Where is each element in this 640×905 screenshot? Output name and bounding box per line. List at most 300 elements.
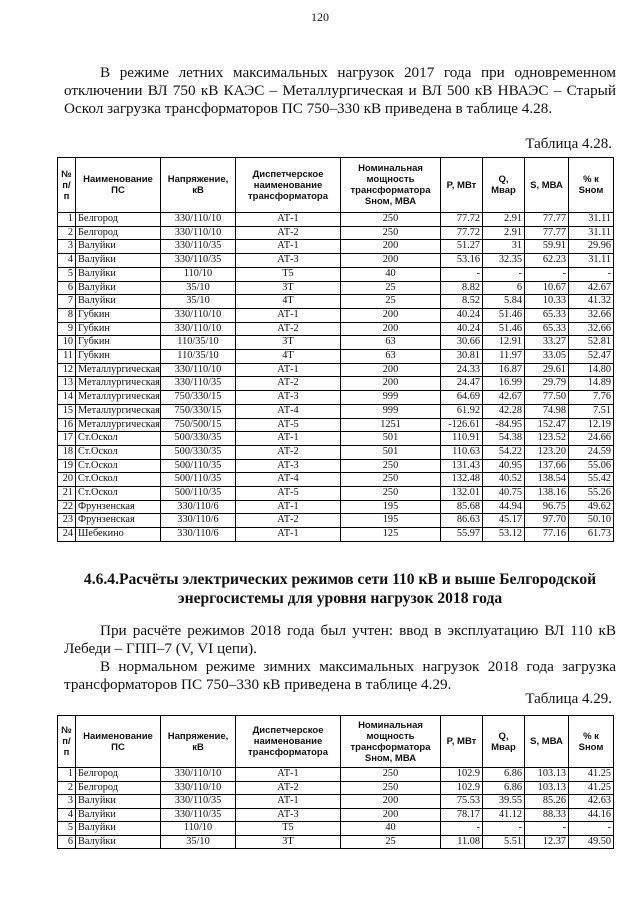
row-num-cell: 19 <box>58 459 76 473</box>
substation-name-cell: Валуйки <box>76 795 161 809</box>
dispatch-name-cell: 3Т <box>236 336 341 350</box>
row-num-cell: 11 <box>58 350 76 364</box>
apparent-power-cell: 12.37 <box>525 835 569 849</box>
voltage-cell: 500/330/35 <box>161 445 236 459</box>
dispatch-name-cell: 4Т <box>236 295 341 309</box>
table-row <box>58 295 614 309</box>
nominal-power-cell: 25 <box>341 835 441 849</box>
substation-name-cell: Металлургическая <box>76 418 161 432</box>
dispatch-name-cell: АТ-2 <box>236 781 341 795</box>
table-row <box>58 432 614 446</box>
row-num-cell: 4 <box>58 808 76 822</box>
apparent-power-cell: 123.20 <box>525 445 569 459</box>
substation-name-cell: Металлургическая <box>76 404 161 418</box>
substation-name-cell: Валуйки <box>76 808 161 822</box>
voltage-cell: 330/110/10 <box>161 781 236 795</box>
reactive-power-cell: 16.87 <box>483 363 525 377</box>
voltage-cell: 500/330/35 <box>161 432 236 446</box>
intro-paragraph: В режиме летних максимальных нагрузок 2017 года при одновременном отключении ВЛ 750 кВ КАЭС – Металлургическая и ВЛ 500 кВ НВАЭС – Старый Оскол загрузка трансформаторов ПС 750–330 кВ приведена в таблице 4.28. <box>64 64 616 117</box>
nominal-power-cell: 200 <box>341 254 441 268</box>
load-percent-cell: 31.11 <box>569 226 614 240</box>
nominal-power-cell: 1251 <box>341 418 441 432</box>
substation-name-cell: Валуйки <box>76 822 161 836</box>
section-heading: 4.6.4.Расчёты электрических режимов сети 110 кВ и выше Белгородской энергосистемы для уровня нагрузок 2018 года <box>83 571 597 607</box>
substation-name-cell: Валуйки <box>76 281 161 295</box>
row-num-cell: 2 <box>58 226 76 240</box>
voltage-cell: 330/110/10 <box>161 363 236 377</box>
substation-name-cell: Шебекино <box>76 528 161 542</box>
load-percent-cell: 55.26 <box>569 487 614 501</box>
substation-name-cell: Белгород <box>76 226 161 240</box>
table-row <box>58 795 614 809</box>
table-row <box>58 267 614 281</box>
nominal-power-cell: 200 <box>341 808 441 822</box>
row-num-cell: 21 <box>58 487 76 501</box>
nominal-power-cell: 25 <box>341 281 441 295</box>
row-num-cell: 10 <box>58 336 76 350</box>
table-4-28 <box>57 157 614 542</box>
substation-name-cell: Металлургическая <box>76 391 161 405</box>
load-percent-cell: - <box>569 267 614 281</box>
active-power-cell: -126.61 <box>441 418 483 432</box>
reactive-power-cell: 54.38 <box>483 432 525 446</box>
substation-name-cell: Губкин <box>76 308 161 322</box>
col-header-voltage: Напряжение, кВ <box>161 158 236 213</box>
reactive-power-cell: 51.46 <box>483 308 525 322</box>
load-percent-cell: 12.19 <box>569 418 614 432</box>
nominal-power-cell: 40 <box>341 822 441 836</box>
substation-name-cell: Валуйки <box>76 267 161 281</box>
reactive-power-cell: 40.95 <box>483 459 525 473</box>
voltage-cell: 330/110/10 <box>161 213 236 227</box>
table-row <box>58 459 614 473</box>
substation-name-cell: Губкин <box>76 322 161 336</box>
active-power-cell: - <box>441 822 483 836</box>
nominal-power-cell: 195 <box>341 500 441 514</box>
active-power-cell: 110.63 <box>441 445 483 459</box>
active-power-cell: 64.69 <box>441 391 483 405</box>
dispatch-name-cell: АТ-3 <box>236 254 341 268</box>
load-percent-cell: - <box>569 822 614 836</box>
nominal-power-cell: 200 <box>341 322 441 336</box>
apparent-power-cell: 103.13 <box>525 768 569 782</box>
col-header-pct: % к Sном <box>569 716 614 768</box>
apparent-power-cell: 33.05 <box>525 350 569 364</box>
paragraph-2018-normal: В нормальном режиме зимних максимальных нагрузок 2018 года загрузка трансформаторов ПС 750–330 кВ приведена в таблице 4.29. <box>64 658 616 693</box>
substation-name-cell: Ст.Оскол <box>76 459 161 473</box>
nominal-power-cell: 40 <box>341 267 441 281</box>
dispatch-name-cell: 4Т <box>236 350 341 364</box>
table-row <box>58 363 614 377</box>
apparent-power-cell: 29.61 <box>525 363 569 377</box>
substation-name-cell: Белгород <box>76 781 161 795</box>
substation-name-cell: Металлургическая <box>76 363 161 377</box>
reactive-power-cell: - <box>483 267 525 281</box>
col-header-pct: % к Sном <box>569 158 614 213</box>
row-num-cell: 22 <box>58 500 76 514</box>
table-4-29 <box>57 715 614 849</box>
substation-name-cell: Губкин <box>76 336 161 350</box>
load-percent-cell: 32.66 <box>569 308 614 322</box>
dispatch-name-cell: АТ-1 <box>236 240 341 254</box>
row-num-cell: 17 <box>58 432 76 446</box>
page-number: 120 <box>311 10 329 24</box>
dispatch-name-cell: АТ-1 <box>236 795 341 809</box>
dispatch-name-cell: Т5 <box>236 267 341 281</box>
active-power-cell: 61.92 <box>441 404 483 418</box>
voltage-cell: 500/110/35 <box>161 459 236 473</box>
active-power-cell: 30.66 <box>441 336 483 350</box>
load-percent-cell: 55.06 <box>569 459 614 473</box>
voltage-cell: 500/110/35 <box>161 473 236 487</box>
table-row <box>58 445 614 459</box>
active-power-cell: 75.53 <box>441 795 483 809</box>
substation-name-cell: Валуйки <box>76 295 161 309</box>
load-percent-cell: 29.96 <box>569 240 614 254</box>
apparent-power-cell: 10.33 <box>525 295 569 309</box>
dispatch-name-cell: АТ-1 <box>236 213 341 227</box>
col-header-name: Наименование ПС <box>76 158 161 213</box>
load-percent-cell: 42.67 <box>569 281 614 295</box>
nominal-power-cell: 63 <box>341 336 441 350</box>
dispatch-name-cell: 3Т <box>236 835 341 849</box>
reactive-power-cell: 44.94 <box>483 500 525 514</box>
load-percent-cell: 61.73 <box>569 528 614 542</box>
active-power-cell: 132.48 <box>441 473 483 487</box>
substation-name-cell: Губкин <box>76 350 161 364</box>
row-num-cell: 23 <box>58 514 76 528</box>
reactive-power-cell: 40.52 <box>483 473 525 487</box>
reactive-power-cell: 5.84 <box>483 295 525 309</box>
table-row <box>58 391 614 405</box>
apparent-power-cell: 85.26 <box>525 795 569 809</box>
col-header-nominal: Номинальная мощность трансформатора Sном, МВА <box>341 158 441 213</box>
active-power-cell: 55.97 <box>441 528 483 542</box>
voltage-cell: 35/10 <box>161 295 236 309</box>
load-percent-cell: 14.89 <box>569 377 614 391</box>
apparent-power-cell: 65.33 <box>525 322 569 336</box>
active-power-cell: 53.16 <box>441 254 483 268</box>
row-num-cell: 4 <box>58 254 76 268</box>
table-row <box>58 528 614 542</box>
load-percent-cell: 50.10 <box>569 514 614 528</box>
reactive-power-cell: 5.51 <box>483 835 525 849</box>
active-power-cell: 102.9 <box>441 768 483 782</box>
row-num-cell: 8 <box>58 308 76 322</box>
dispatch-name-cell: АТ-2 <box>236 445 341 459</box>
dispatch-name-cell: АТ-1 <box>236 308 341 322</box>
apparent-power-cell: - <box>525 822 569 836</box>
active-power-cell: 30.81 <box>441 350 483 364</box>
row-num-cell: 15 <box>58 404 76 418</box>
dispatch-name-cell: 3Т <box>236 281 341 295</box>
row-num-cell: 5 <box>58 267 76 281</box>
nominal-power-cell: 250 <box>341 768 441 782</box>
dispatch-name-cell: АТ-1 <box>236 500 341 514</box>
load-percent-cell: 32.66 <box>569 322 614 336</box>
dispatch-name-cell: АТ-5 <box>236 487 341 501</box>
col-header-q: Q, Мвар <box>483 716 525 768</box>
table-caption-4-29: Таблица 4.29. <box>525 691 612 707</box>
voltage-cell: 330/110/6 <box>161 514 236 528</box>
substation-name-cell: Ст.Оскол <box>76 487 161 501</box>
row-num-cell: 9 <box>58 322 76 336</box>
apparent-power-cell: 59.91 <box>525 240 569 254</box>
load-percent-cell: 52.47 <box>569 350 614 364</box>
apparent-power-cell: 65.33 <box>525 308 569 322</box>
voltage-cell: 330/110/35 <box>161 377 236 391</box>
apparent-power-cell: 137.66 <box>525 459 569 473</box>
load-percent-cell: 49.62 <box>569 500 614 514</box>
apparent-power-cell: 77.16 <box>525 528 569 542</box>
table-row <box>58 336 614 350</box>
reactive-power-cell: 6.86 <box>483 768 525 782</box>
col-header-s: S, МВА <box>525 716 569 768</box>
active-power-cell: 8.52 <box>441 295 483 309</box>
voltage-cell: 500/110/35 <box>161 487 236 501</box>
load-percent-cell: 31.11 <box>569 213 614 227</box>
substation-name-cell: Ст.Оскол <box>76 432 161 446</box>
nominal-power-cell: 200 <box>341 795 441 809</box>
reactive-power-cell: 6.86 <box>483 781 525 795</box>
voltage-cell: 330/110/35 <box>161 808 236 822</box>
load-percent-cell: 24.59 <box>569 445 614 459</box>
table-row <box>58 240 614 254</box>
nominal-power-cell: 63 <box>341 350 441 364</box>
substation-name-cell: Валуйки <box>76 254 161 268</box>
row-num-cell: 5 <box>58 822 76 836</box>
table-row <box>58 473 614 487</box>
dispatch-name-cell: АТ-4 <box>236 404 341 418</box>
apparent-power-cell: 138.16 <box>525 487 569 501</box>
apparent-power-cell: 10.67 <box>525 281 569 295</box>
reactive-power-cell: 42.28 <box>483 404 525 418</box>
row-num-cell: 6 <box>58 835 76 849</box>
nominal-power-cell: 250 <box>341 473 441 487</box>
dispatch-name-cell: АТ-3 <box>236 391 341 405</box>
paragraph-2018-calc: При расчёте режимов 2018 года был учтен: ввод в эксплуатацию ВЛ 110 кВ Лебеди – ГПП–7 (V, VI цепи). <box>64 622 616 657</box>
reactive-power-cell: 32.35 <box>483 254 525 268</box>
active-power-cell: 110.91 <box>441 432 483 446</box>
voltage-cell: 330/110/10 <box>161 322 236 336</box>
active-power-cell: - <box>441 267 483 281</box>
active-power-cell: 85.68 <box>441 500 483 514</box>
voltage-cell: 110/10 <box>161 822 236 836</box>
nominal-power-cell: 125 <box>341 528 441 542</box>
active-power-cell: 24.47 <box>441 377 483 391</box>
load-percent-cell: 42.63 <box>569 795 614 809</box>
active-power-cell: 8.82 <box>441 281 483 295</box>
voltage-cell: 110/35/10 <box>161 350 236 364</box>
nominal-power-cell: 200 <box>341 308 441 322</box>
dispatch-name-cell: АТ-1 <box>236 363 341 377</box>
load-percent-cell: 7.51 <box>569 404 614 418</box>
row-num-cell: 1 <box>58 768 76 782</box>
table-row <box>58 781 614 795</box>
dispatch-name-cell: АТ-5 <box>236 418 341 432</box>
nominal-power-cell: 501 <box>341 432 441 446</box>
apparent-power-cell: 74.98 <box>525 404 569 418</box>
nominal-power-cell: 200 <box>341 363 441 377</box>
active-power-cell: 40.24 <box>441 322 483 336</box>
nominal-power-cell: 200 <box>341 240 441 254</box>
dispatch-name-cell: АТ-1 <box>236 432 341 446</box>
col-header-voltage: Напряжение, кВ <box>161 716 236 768</box>
load-percent-cell: 41.32 <box>569 295 614 309</box>
reactive-power-cell: 6 <box>483 281 525 295</box>
reactive-power-cell: 54.22 <box>483 445 525 459</box>
reactive-power-cell: 11.97 <box>483 350 525 364</box>
reactive-power-cell: 31 <box>483 240 525 254</box>
substation-name-cell: Валуйки <box>76 835 161 849</box>
apparent-power-cell: 33.27 <box>525 336 569 350</box>
row-num-cell: 1 <box>58 213 76 227</box>
reactive-power-cell: 12.91 <box>483 336 525 350</box>
dispatch-name-cell: АТ-3 <box>236 459 341 473</box>
apparent-power-cell: 77.77 <box>525 213 569 227</box>
reactive-power-cell: 2.91 <box>483 226 525 240</box>
reactive-power-cell: 41.12 <box>483 808 525 822</box>
load-percent-cell: 24.66 <box>569 432 614 446</box>
voltage-cell: 330/110/10 <box>161 226 236 240</box>
active-power-cell: 102.9 <box>441 781 483 795</box>
nominal-power-cell: 200 <box>341 377 441 391</box>
load-percent-cell: 55.42 <box>569 473 614 487</box>
apparent-power-cell: - <box>525 267 569 281</box>
voltage-cell: 330/110/35 <box>161 254 236 268</box>
table-row <box>58 487 614 501</box>
reactive-power-cell: - <box>483 822 525 836</box>
col-header-name: Наименование ПС <box>76 716 161 768</box>
dispatch-name-cell: АТ-3 <box>236 808 341 822</box>
nominal-power-cell: 250 <box>341 226 441 240</box>
row-num-cell: 2 <box>58 781 76 795</box>
load-percent-cell: 31.11 <box>569 254 614 268</box>
reactive-power-cell: 42.67 <box>483 391 525 405</box>
apparent-power-cell: 103.13 <box>525 781 569 795</box>
nominal-power-cell: 999 <box>341 391 441 405</box>
dispatch-name-cell: АТ-2 <box>236 514 341 528</box>
substation-name-cell: Ст.Оскол <box>76 445 161 459</box>
voltage-cell: 330/110/35 <box>161 240 236 254</box>
substation-name-cell: Белгород <box>76 768 161 782</box>
apparent-power-cell: 123.52 <box>525 432 569 446</box>
active-power-cell: 51.27 <box>441 240 483 254</box>
dispatch-name-cell: Т5 <box>236 822 341 836</box>
nominal-power-cell: 250 <box>341 459 441 473</box>
row-num-cell: 18 <box>58 445 76 459</box>
voltage-cell: 750/330/15 <box>161 404 236 418</box>
apparent-power-cell: 77.50 <box>525 391 569 405</box>
col-header-num: № п/п <box>58 158 76 213</box>
row-num-cell: 24 <box>58 528 76 542</box>
reactive-power-cell: 51.46 <box>483 322 525 336</box>
reactive-power-cell: -84.95 <box>483 418 525 432</box>
dispatch-name-cell: АТ-1 <box>236 768 341 782</box>
dispatch-name-cell: АТ-2 <box>236 322 341 336</box>
reactive-power-cell: 16.99 <box>483 377 525 391</box>
table-row <box>58 226 614 240</box>
voltage-cell: 750/500/15 <box>161 418 236 432</box>
reactive-power-cell: 39.55 <box>483 795 525 809</box>
voltage-cell: 750/330/15 <box>161 391 236 405</box>
col-header-dispatch: Диспетчерское наименование трансформатора <box>236 716 341 768</box>
active-power-cell: 77.72 <box>441 226 483 240</box>
dispatch-name-cell: АТ-4 <box>236 473 341 487</box>
table-row <box>58 808 614 822</box>
row-num-cell: 12 <box>58 363 76 377</box>
table-row <box>58 213 614 227</box>
substation-name-cell: Ст.Оскол <box>76 473 161 487</box>
reactive-power-cell: 2.91 <box>483 213 525 227</box>
table-row <box>58 254 614 268</box>
table-row <box>58 768 614 782</box>
row-num-cell: 13 <box>58 377 76 391</box>
active-power-cell: 78.17 <box>441 808 483 822</box>
col-header-p: P, МВт <box>441 716 483 768</box>
voltage-cell: 330/110/6 <box>161 500 236 514</box>
active-power-cell: 131.43 <box>441 459 483 473</box>
voltage-cell: 330/110/10 <box>161 768 236 782</box>
nominal-power-cell: 999 <box>341 404 441 418</box>
active-power-cell: 24.33 <box>441 363 483 377</box>
apparent-power-cell: 138.54 <box>525 473 569 487</box>
row-num-cell: 20 <box>58 473 76 487</box>
table-row <box>58 322 614 336</box>
substation-name-cell: Валуйки <box>76 240 161 254</box>
nominal-power-cell: 250 <box>341 213 441 227</box>
voltage-cell: 35/10 <box>161 835 236 849</box>
substation-name-cell: Фрунзенская <box>76 500 161 514</box>
nominal-power-cell: 195 <box>341 514 441 528</box>
apparent-power-cell: 96.75 <box>525 500 569 514</box>
row-num-cell: 7 <box>58 295 76 309</box>
active-power-cell: 40.24 <box>441 308 483 322</box>
load-percent-cell: 7.76 <box>569 391 614 405</box>
active-power-cell: 77.72 <box>441 213 483 227</box>
voltage-cell: 330/110/6 <box>161 528 236 542</box>
apparent-power-cell: 29.79 <box>525 377 569 391</box>
load-percent-cell: 41.25 <box>569 781 614 795</box>
dispatch-name-cell: АТ-1 <box>236 528 341 542</box>
table-row <box>58 281 614 295</box>
row-num-cell: 14 <box>58 391 76 405</box>
col-header-dispatch: Диспетчерское наименование трансформатора <box>236 158 341 213</box>
apparent-power-cell: 88.33 <box>525 808 569 822</box>
table-row <box>58 822 614 836</box>
nominal-power-cell: 250 <box>341 487 441 501</box>
load-percent-cell: 52.81 <box>569 336 614 350</box>
table-caption-4-28: Таблица 4.28. <box>525 136 612 152</box>
col-header-s: S, МВА <box>525 158 569 213</box>
table-row <box>58 308 614 322</box>
load-percent-cell: 14.80 <box>569 363 614 377</box>
load-percent-cell: 41.25 <box>569 768 614 782</box>
col-header-num: № п/п <box>58 716 76 768</box>
substation-name-cell: Металлургическая <box>76 377 161 391</box>
table-row <box>58 404 614 418</box>
row-num-cell: 3 <box>58 240 76 254</box>
active-power-cell: 132.01 <box>441 487 483 501</box>
reactive-power-cell: 45.17 <box>483 514 525 528</box>
load-percent-cell: 49.50 <box>569 835 614 849</box>
reactive-power-cell: 40.75 <box>483 487 525 501</box>
row-num-cell: 3 <box>58 795 76 809</box>
substation-name-cell: Фрунзенская <box>76 514 161 528</box>
dispatch-name-cell: АТ-2 <box>236 226 341 240</box>
nominal-power-cell: 501 <box>341 445 441 459</box>
row-num-cell: 16 <box>58 418 76 432</box>
